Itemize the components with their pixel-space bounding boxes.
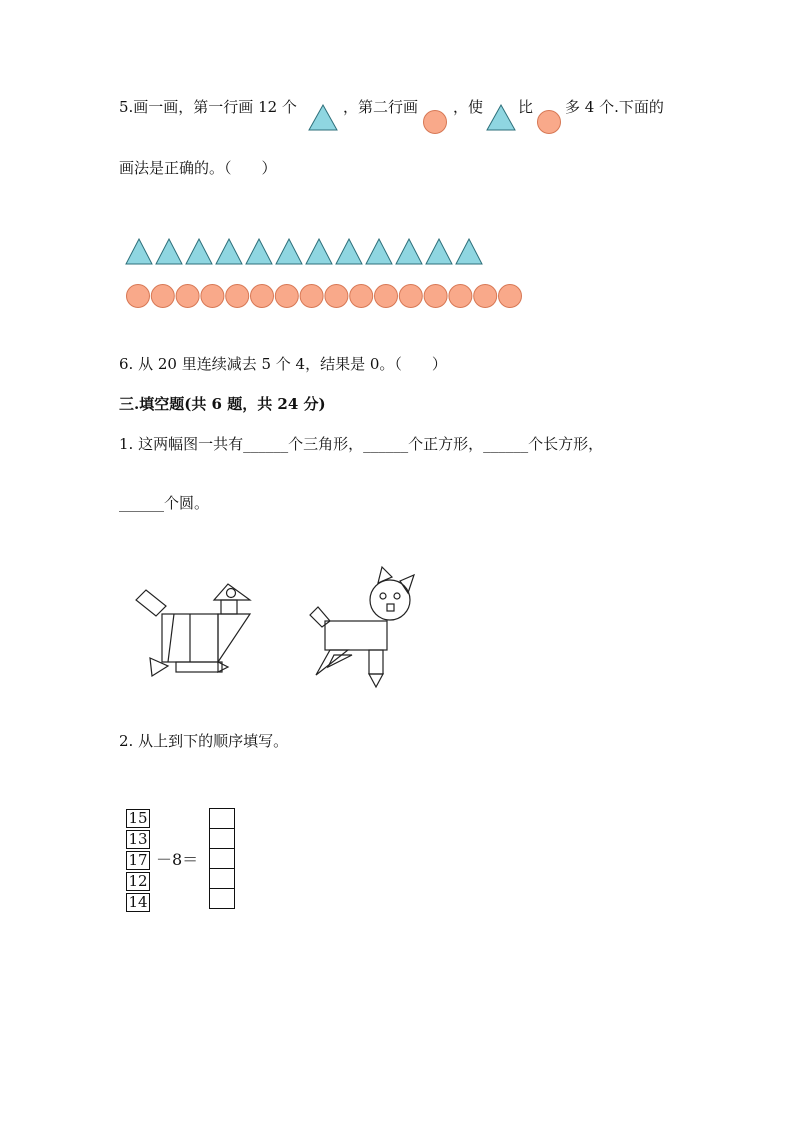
triangle-shape <box>216 239 242 264</box>
circle-shape <box>499 285 522 308</box>
dog-eye-circle <box>227 589 236 598</box>
number-box: 13 <box>126 830 150 849</box>
number-box: 14 <box>126 893 150 912</box>
circle-shape <box>325 285 348 308</box>
circle-shape <box>424 285 447 308</box>
answer-box[interactable] <box>209 888 235 909</box>
cat-nose-square <box>387 604 394 611</box>
circle-shape <box>350 285 373 308</box>
fill1-line2: ______个圆。 <box>119 494 210 512</box>
cat-leg-rectangle <box>369 650 383 674</box>
cat-eye-circle <box>380 593 386 599</box>
q6-text: 6. 从 20 里连续减去 5 个 4，结果是 0。（ ） <box>119 355 447 373</box>
cat-eye-circle <box>394 593 400 599</box>
circle-shape <box>251 285 274 308</box>
circle-shape <box>151 285 174 308</box>
triangle-shape <box>186 239 212 264</box>
dog-chest-triangle <box>218 614 250 662</box>
number-box: 15 <box>126 809 150 828</box>
circle-shape <box>399 285 422 308</box>
fill1-line1: 1. 这两幅图一共有______个三角形，______个正方形，______个长方形， <box>119 435 604 453</box>
circle-shape <box>226 285 249 308</box>
number-column <box>126 809 150 912</box>
triangle-shape <box>426 239 452 264</box>
q5-text-part1: 5.画一画，第一行画 12 个 <box>119 98 297 116</box>
circle-icon <box>423 110 447 134</box>
dog-tail-rectangle <box>136 590 166 616</box>
cat-tail-rectangle <box>310 607 330 627</box>
circle-shape <box>201 285 224 308</box>
circle-shape <box>474 285 497 308</box>
circle-icon <box>537 110 561 134</box>
dog-foot-triangle <box>218 662 228 672</box>
cat-leg-triangle <box>316 650 348 675</box>
triangle-shape <box>126 239 152 264</box>
dog-figure <box>132 576 262 688</box>
triangle-shape <box>156 239 182 264</box>
operator-text: －8＝ <box>156 850 199 869</box>
triangle-row <box>124 238 494 266</box>
cat-foot-triangle <box>369 674 383 687</box>
answer-column <box>209 808 235 909</box>
triangle-shape <box>366 239 392 264</box>
dog-neck-square <box>221 600 237 614</box>
number-box: 17 <box>126 851 150 870</box>
cat-figure <box>308 563 423 691</box>
q5-text-part3: ，使 <box>453 98 484 116</box>
triangle-shape <box>246 239 272 264</box>
circle-shape <box>375 285 398 308</box>
triangle-shape <box>396 239 422 264</box>
triangle-shape <box>276 239 302 264</box>
answer-box[interactable] <box>209 848 235 869</box>
triangle-icon <box>308 104 338 135</box>
cat-body-rectangle <box>325 621 387 650</box>
cat-head-circle <box>370 580 410 620</box>
circle-row <box>124 283 529 311</box>
number-box: 12 <box>126 872 150 891</box>
triangle-shape <box>336 239 362 264</box>
answer-box[interactable] <box>209 868 235 889</box>
circle-shape <box>176 285 199 308</box>
circle-shape <box>449 285 472 308</box>
circle-shape <box>127 285 150 308</box>
q5-text-part2: ，第二行画 <box>343 98 419 116</box>
dog-leg-triangle <box>150 658 168 676</box>
triangle-shape <box>306 239 332 264</box>
answer-box[interactable] <box>209 828 235 849</box>
dog-leg-rectangle <box>176 662 222 672</box>
circle-shape <box>275 285 298 308</box>
fill2-instruction: 2. 从上到下的顺序填写。 <box>119 732 289 750</box>
section-heading: 三.填空题(共 6 题，共 24 分) <box>119 395 326 413</box>
q5-text-part5: 多 4 个.下面的 <box>565 98 664 116</box>
triangle-shape <box>456 239 482 264</box>
q5-text-line2: 画法是正确的。（ ） <box>119 159 277 177</box>
circle-shape <box>300 285 323 308</box>
answer-box[interactable] <box>209 808 235 829</box>
triangle-icon <box>486 104 516 135</box>
q5-text-part4: 比 <box>518 98 534 116</box>
